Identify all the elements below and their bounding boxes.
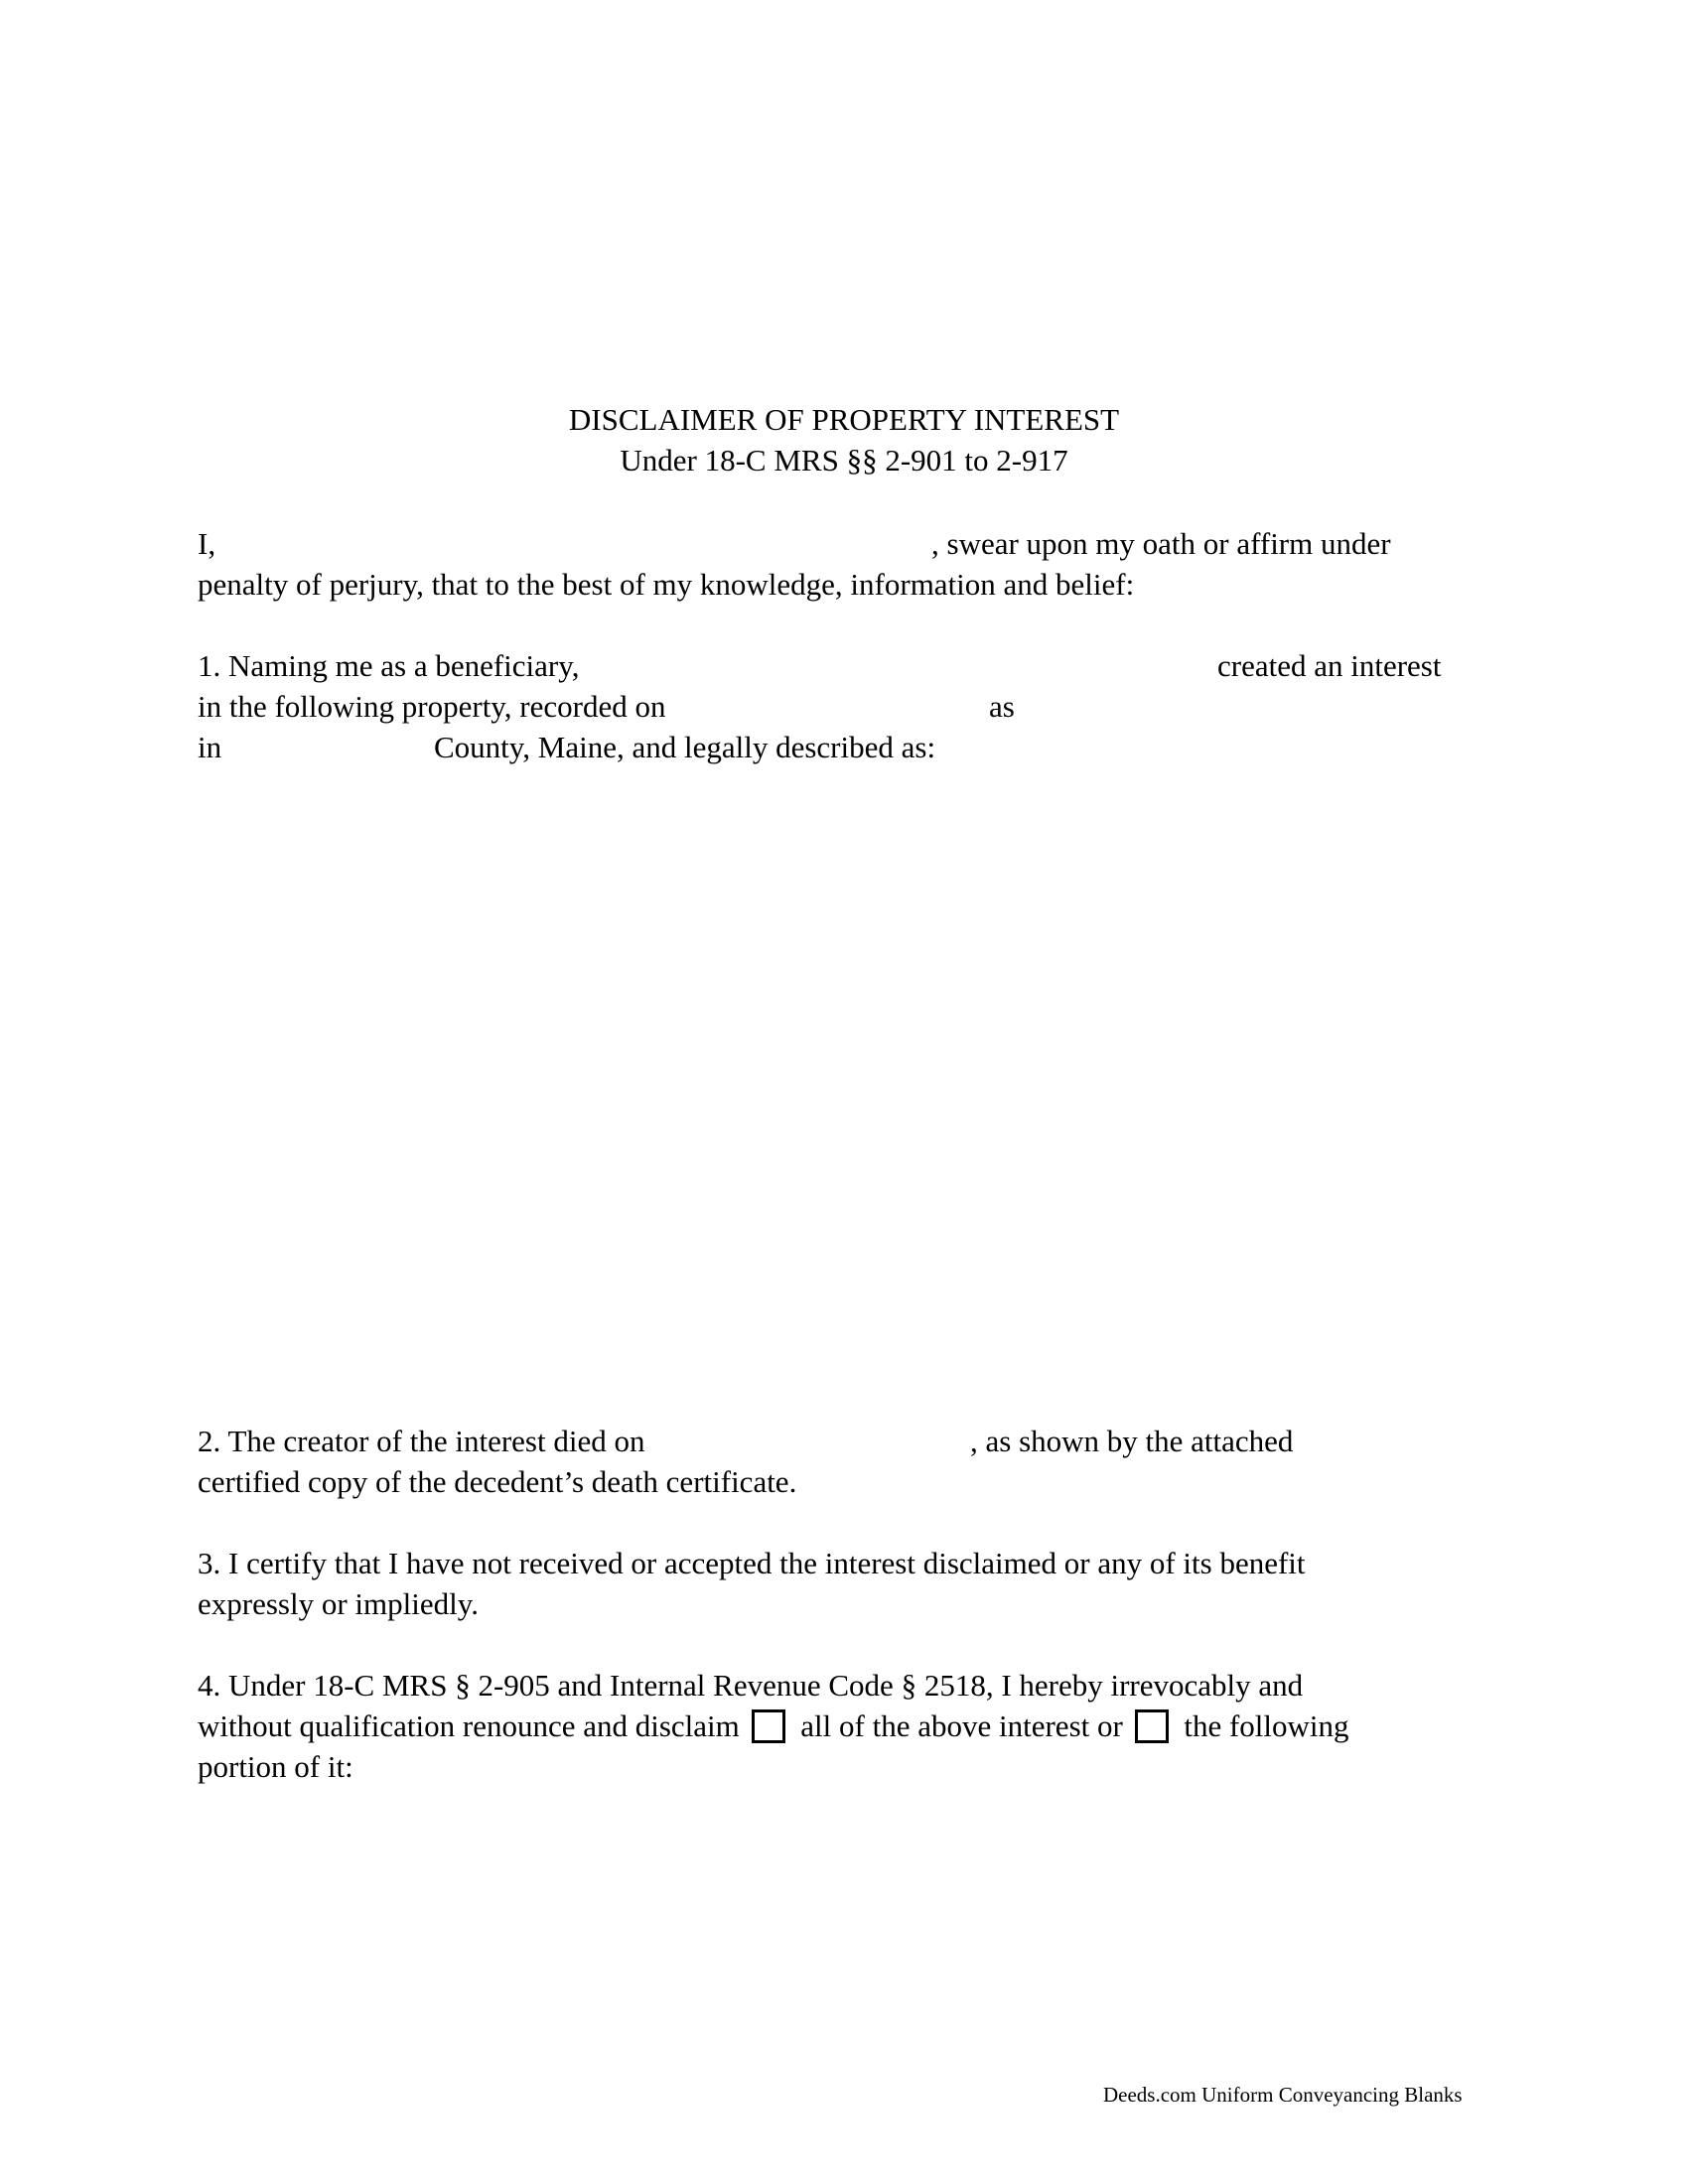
para2-line2: certified copy of the decedent’s death certificate. <box>198 1464 797 1499</box>
para1-line3-end: County, Maine, and legally described as: <box>434 730 936 764</box>
portion-checkbox[interactable] <box>1135 1709 1169 1743</box>
all-interest-checkbox[interactable] <box>752 1709 785 1743</box>
para4-line2 <box>198 1708 1349 1744</box>
para1-line1-end: created an interest <box>1217 648 1442 683</box>
para1-line3-start: in <box>198 730 222 764</box>
document-subtitle: Under 18-C MRS §§ 2-901 to 2-917 <box>620 443 1068 478</box>
para2-line1-end: , as shown by the attached <box>970 1424 1294 1458</box>
document-title: DISCLAIMER OF PROPERTY INTEREST <box>568 402 1120 437</box>
para3-line1: 3. I certify that I have not received or accepted the interest disclaimed or any of its benefit <box>198 1546 1306 1580</box>
intro-line1-end: , swear upon my oath or affirm under <box>931 526 1391 561</box>
intro-line2: penalty of perjury, that to the best of my knowledge, information and belief: <box>198 567 1135 602</box>
para4-line2-b: all of the above interest or <box>800 1708 1123 1743</box>
para1-line2-end: as <box>989 689 1015 724</box>
intro-line1-start: I, <box>198 526 216 561</box>
para4-line1: 4. Under 18-C MRS § 2-905 and Internal Revenue Code § 2518, I hereby irrevocably and <box>198 1668 1304 1703</box>
para1-line2-start: in the following property, recorded on <box>198 689 666 724</box>
document-header <box>0 399 1688 480</box>
para4-line2-a: without qualification renounce and disclaim <box>198 1708 740 1743</box>
para2-line1-start: 2. The creator of the interest died on <box>198 1424 645 1458</box>
para4-line2-c: the following <box>1184 1708 1349 1743</box>
footer-text: Deeds.com Uniform Conveyancing Blanks <box>1103 2083 1463 2107</box>
para1-line1-start: 1. Naming me as a beneficiary, <box>198 648 580 683</box>
para4-line3: portion of it: <box>198 1749 353 1784</box>
para3-line2: expressly or impliedly. <box>198 1586 479 1621</box>
